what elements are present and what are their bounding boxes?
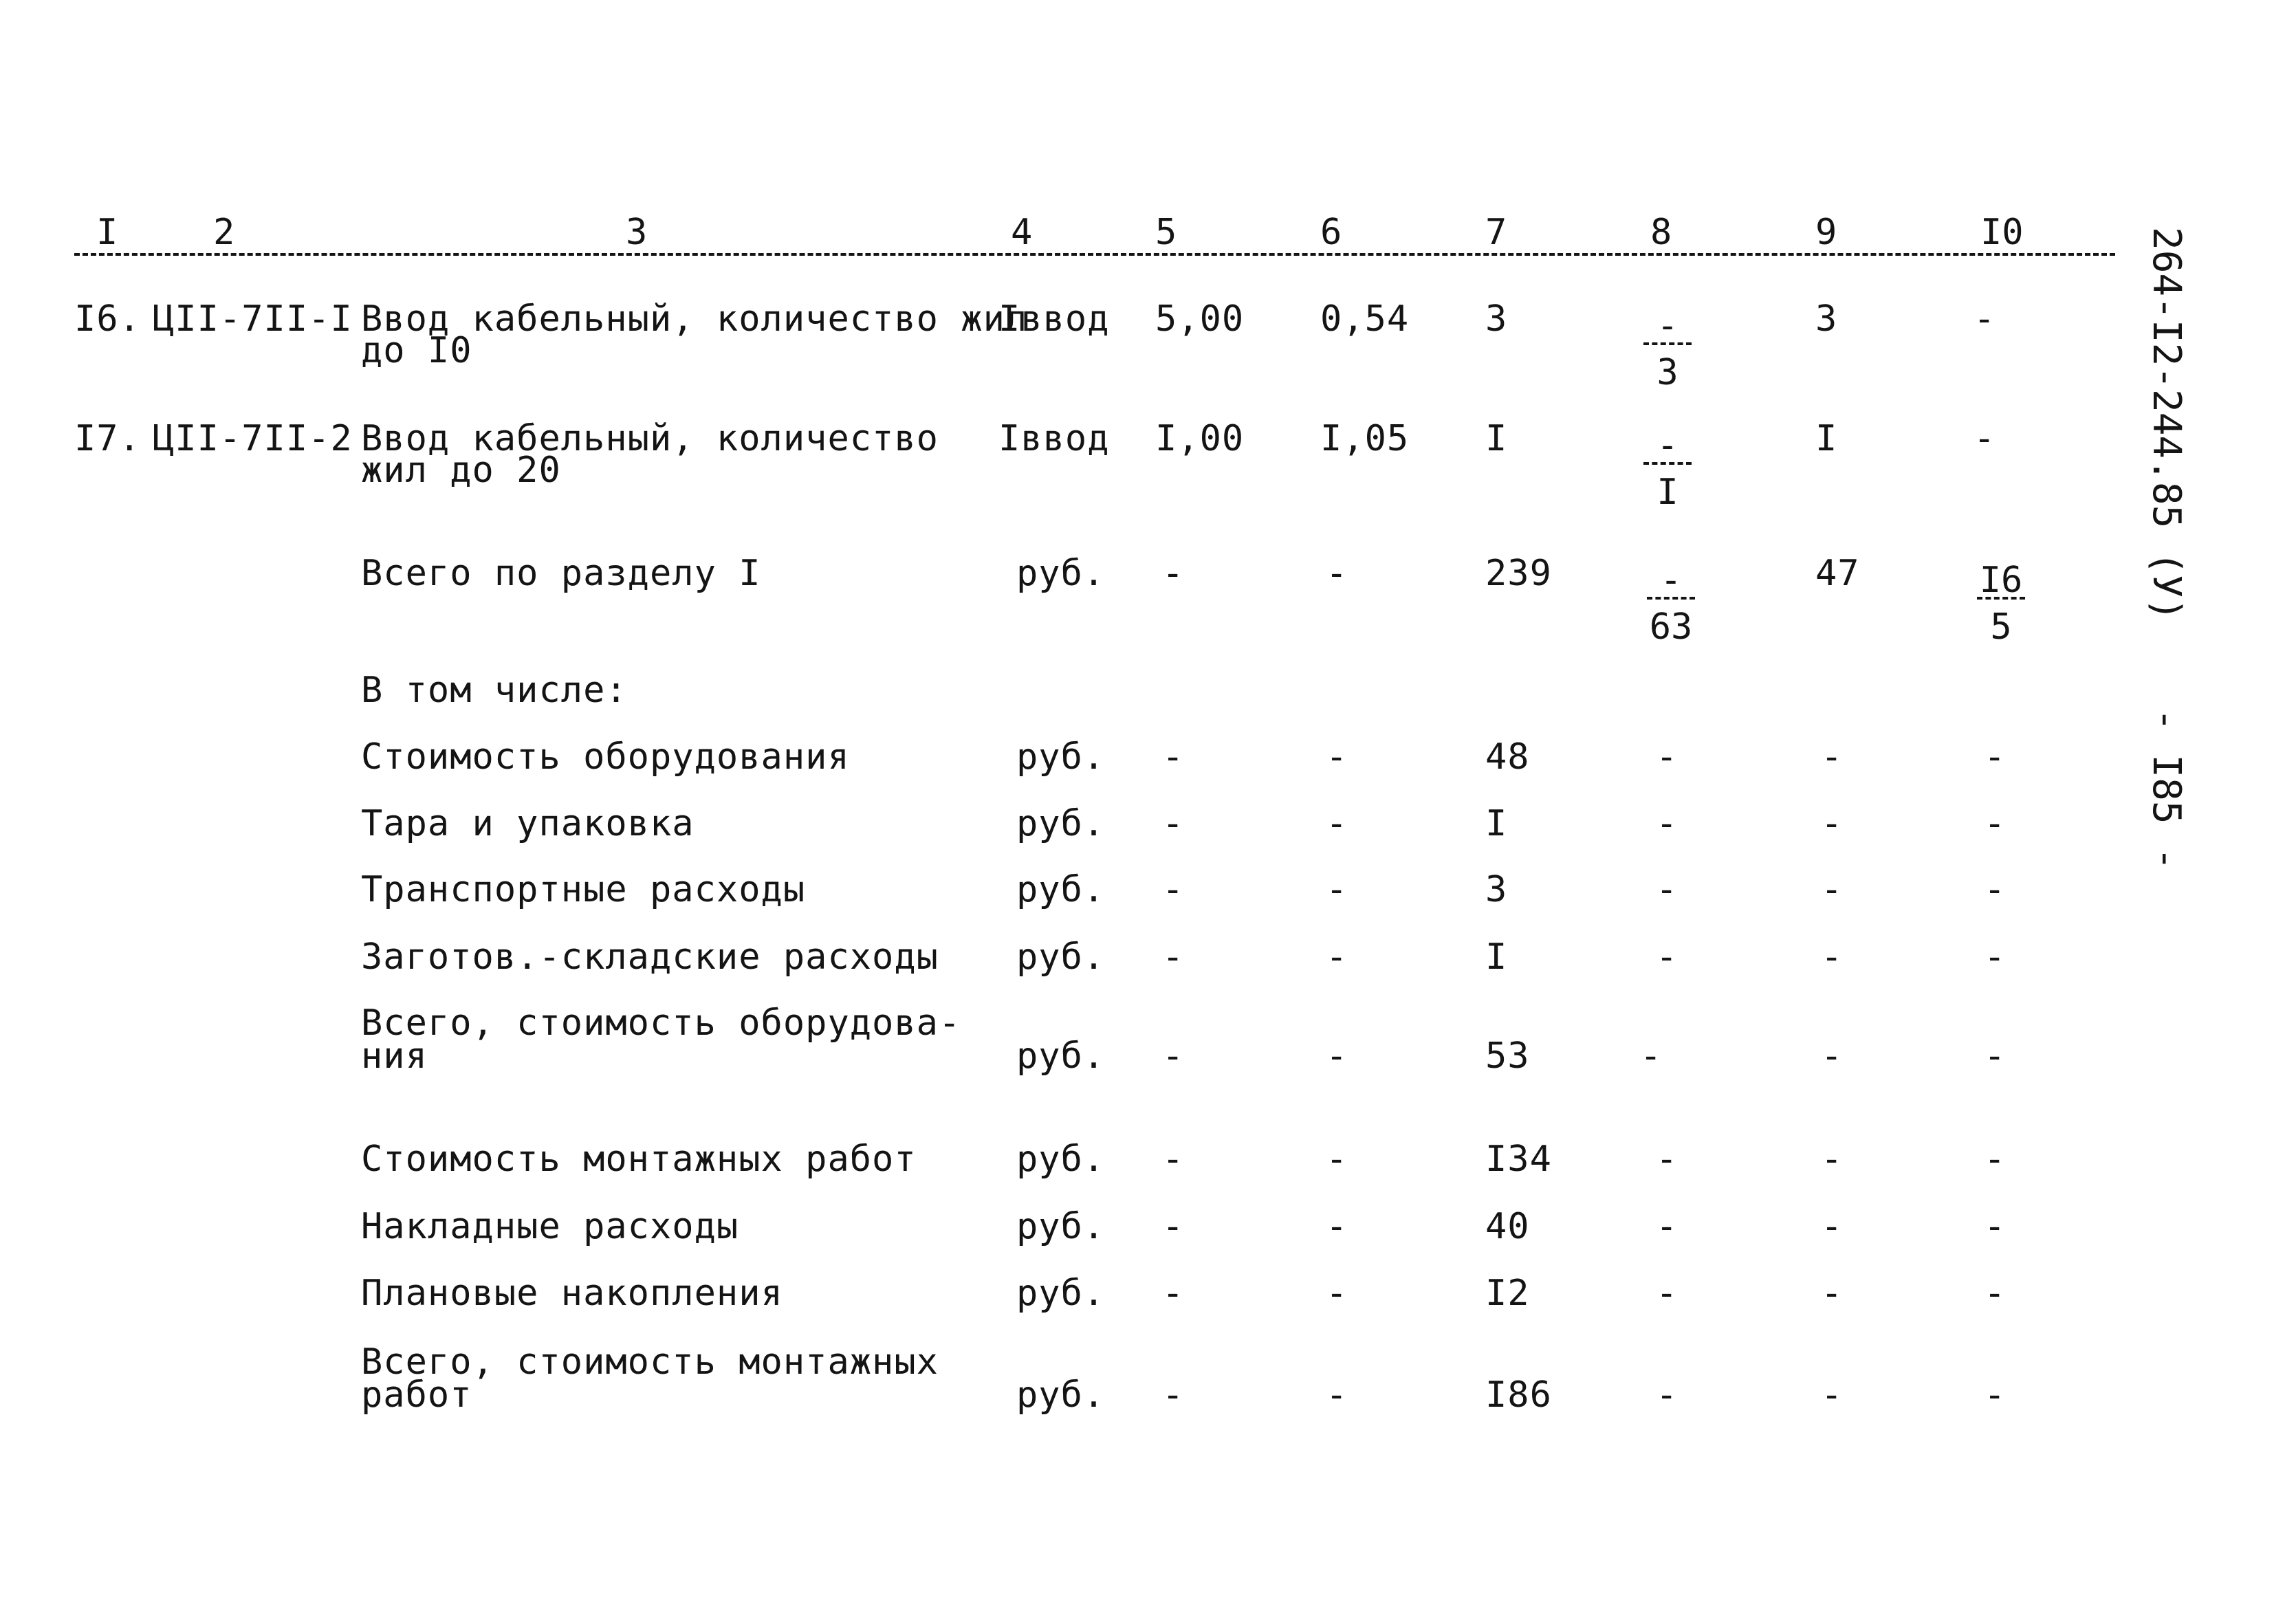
col10-value: - bbox=[1984, 869, 2007, 910]
col6-value: - bbox=[1326, 736, 1348, 778]
col10-value: - bbox=[1974, 298, 1996, 340]
col7-value: 48 bbox=[1485, 736, 1530, 778]
col7-value: 40 bbox=[1485, 1206, 1530, 1247]
unit: руб. bbox=[1016, 1035, 1106, 1077]
col5-value: - bbox=[1162, 1035, 1185, 1077]
col-header-10: I0 bbox=[1980, 212, 2024, 253]
col6-value: - bbox=[1326, 1374, 1348, 1416]
col9-value: - bbox=[1821, 1273, 1844, 1314]
item-name: Тара и упаковка bbox=[361, 803, 695, 844]
col5-value: - bbox=[1162, 1374, 1185, 1416]
col7-value: I86 bbox=[1485, 1374, 1552, 1416]
col7-value: 3 bbox=[1485, 869, 1508, 910]
unit: руб. bbox=[1016, 803, 1106, 844]
col9-value: 3 bbox=[1815, 298, 1838, 340]
col8-value: - bbox=[1656, 1206, 1679, 1247]
side-margin bbox=[2145, 227, 2187, 914]
col9-value: - bbox=[1821, 1374, 1844, 1416]
col7-value: 239 bbox=[1485, 553, 1552, 594]
col10-value: - bbox=[1984, 1035, 2007, 1077]
col9-value: - bbox=[1821, 869, 1844, 910]
item-name-cont: до I0 bbox=[361, 330, 472, 371]
unit: руб. bbox=[1016, 869, 1106, 910]
col7-value: I bbox=[1485, 418, 1508, 459]
col5-value: - bbox=[1162, 803, 1185, 844]
col9-value: - bbox=[1821, 1206, 1844, 1247]
unit: руб. bbox=[1016, 1206, 1106, 1247]
page-number: - I85 - bbox=[2144, 708, 2189, 871]
unit: руб. bbox=[1016, 936, 1106, 978]
unit: руб. bbox=[1016, 1374, 1106, 1416]
unit: руб. bbox=[1016, 1139, 1106, 1180]
col7-value: I bbox=[1485, 803, 1508, 844]
header-rule bbox=[74, 253, 2115, 256]
col-header-2: 2 bbox=[213, 212, 235, 253]
col6-value: I,05 bbox=[1320, 418, 1410, 459]
col9-value: - bbox=[1821, 803, 1844, 844]
unit: Iввод bbox=[998, 418, 1110, 459]
col6-value: 0,54 bbox=[1320, 298, 1410, 340]
col9-value: - bbox=[1821, 936, 1844, 978]
col8-value: - bbox=[1656, 736, 1679, 778]
price-code: ЦII-7II-I bbox=[153, 298, 353, 340]
col6-value: - bbox=[1326, 1139, 1348, 1180]
including-label: В том числе: bbox=[361, 670, 628, 711]
col6-value: - bbox=[1326, 1273, 1348, 1314]
fraction-denominator: 3 bbox=[1657, 352, 1679, 393]
col9-value: 47 bbox=[1815, 553, 1860, 594]
unit: Iввод bbox=[998, 298, 1110, 340]
col8-value: - bbox=[1656, 1139, 1679, 1180]
fraction-denominator: 5 bbox=[1990, 606, 2012, 648]
item-name: Всего по разделу I bbox=[361, 553, 761, 594]
col5-value: - bbox=[1162, 1206, 1185, 1247]
col9-value: - bbox=[1821, 1139, 1844, 1180]
item-name: Стоимость монтажных работ bbox=[361, 1139, 917, 1180]
item-name-cont: работ bbox=[361, 1374, 472, 1416]
col10-value: - bbox=[1984, 803, 2007, 844]
col8-fraction bbox=[1643, 305, 1692, 393]
col-header-3: 3 bbox=[626, 212, 648, 253]
col8-value: - bbox=[1656, 936, 1679, 978]
col10-value: - bbox=[1974, 418, 1996, 459]
fraction-numerator: I6 bbox=[1977, 562, 2025, 600]
col9-value: - bbox=[1821, 736, 1844, 778]
col10-fraction bbox=[1977, 560, 2025, 648]
col9-value: - bbox=[1821, 1035, 1844, 1077]
item-name: Транспортные расходы bbox=[361, 869, 806, 910]
col-header-5: 5 bbox=[1155, 212, 1177, 253]
col10-value: - bbox=[1984, 1273, 2007, 1314]
col7-value: I34 bbox=[1485, 1139, 1552, 1180]
col8-value: - bbox=[1656, 803, 1679, 844]
col8-fraction bbox=[1647, 560, 1695, 648]
col6-value: - bbox=[1326, 1206, 1348, 1247]
col6-value: - bbox=[1326, 1035, 1348, 1077]
item-name-cont: жил до 20 bbox=[361, 450, 561, 491]
col7-value: I bbox=[1485, 936, 1508, 978]
col8-value: - bbox=[1656, 1374, 1679, 1416]
col-header-1: I bbox=[96, 212, 118, 253]
row-number: I6. bbox=[74, 298, 141, 340]
col6-value: - bbox=[1326, 869, 1348, 910]
fraction-numerator: - bbox=[1643, 308, 1692, 345]
item-name: Стоимость оборудования bbox=[361, 736, 850, 778]
item-name: Плановые накопления bbox=[361, 1273, 783, 1314]
col5-value: I,00 bbox=[1155, 418, 1245, 459]
col-header-6: 6 bbox=[1320, 212, 1342, 253]
col8-value: - bbox=[1640, 1035, 1663, 1077]
col-header-8: 8 bbox=[1650, 212, 1672, 253]
col10-value: - bbox=[1984, 936, 2007, 978]
unit: руб. bbox=[1016, 736, 1106, 778]
unit: руб. bbox=[1016, 1273, 1106, 1314]
item-name: Ввод кабельный, количество жил bbox=[361, 298, 1028, 340]
col-header-9: 9 bbox=[1815, 212, 1837, 253]
item-name: Всего, стоимость монтажных bbox=[361, 1341, 939, 1383]
fraction-denominator: 63 bbox=[1649, 606, 1693, 648]
item-name: Всего, стоимость оборудова- bbox=[361, 1002, 961, 1044]
col-header-4: 4 bbox=[1011, 212, 1033, 253]
col10-value: - bbox=[1984, 1374, 2007, 1416]
col6-value: - bbox=[1326, 936, 1348, 978]
col7-value: I2 bbox=[1485, 1273, 1530, 1314]
item-name: Накладные расходы bbox=[361, 1206, 739, 1247]
fraction-denominator: I bbox=[1657, 472, 1679, 513]
row-number: I7. bbox=[74, 418, 141, 459]
col10-value: - bbox=[1984, 736, 2007, 778]
col5-value: - bbox=[1162, 1139, 1185, 1180]
col7-value: 3 bbox=[1485, 298, 1508, 340]
col8-value: - bbox=[1656, 1273, 1679, 1314]
col5-value: - bbox=[1162, 1273, 1185, 1314]
col6-value: - bbox=[1326, 553, 1348, 594]
unit: руб. bbox=[1016, 553, 1106, 594]
col-header-7: 7 bbox=[1485, 212, 1507, 253]
item-name: Ввод кабельный, количество bbox=[361, 418, 939, 459]
col8-value: - bbox=[1656, 869, 1679, 910]
col5-value: - bbox=[1162, 936, 1185, 978]
col5-value: 5,00 bbox=[1155, 298, 1245, 340]
item-name: Заготов.-складские расходы bbox=[361, 936, 939, 978]
price-code: ЦII-7II-2 bbox=[153, 418, 353, 459]
col10-value: - bbox=[1984, 1206, 2007, 1247]
col5-value: - bbox=[1162, 869, 1185, 910]
col9-value: I bbox=[1815, 418, 1838, 459]
col6-value: - bbox=[1326, 803, 1348, 844]
item-name-cont: ния bbox=[361, 1035, 428, 1077]
col7-value: 53 bbox=[1485, 1035, 1530, 1077]
col8-fraction bbox=[1643, 425, 1692, 513]
col10-value: - bbox=[1984, 1139, 2007, 1180]
fraction-numerator: - bbox=[1643, 428, 1692, 465]
document-code: 264-I2-244.85 (У) bbox=[2144, 227, 2189, 622]
col5-value: - bbox=[1162, 553, 1185, 594]
fraction-numerator: - bbox=[1647, 562, 1695, 600]
col5-value: - bbox=[1162, 736, 1185, 778]
